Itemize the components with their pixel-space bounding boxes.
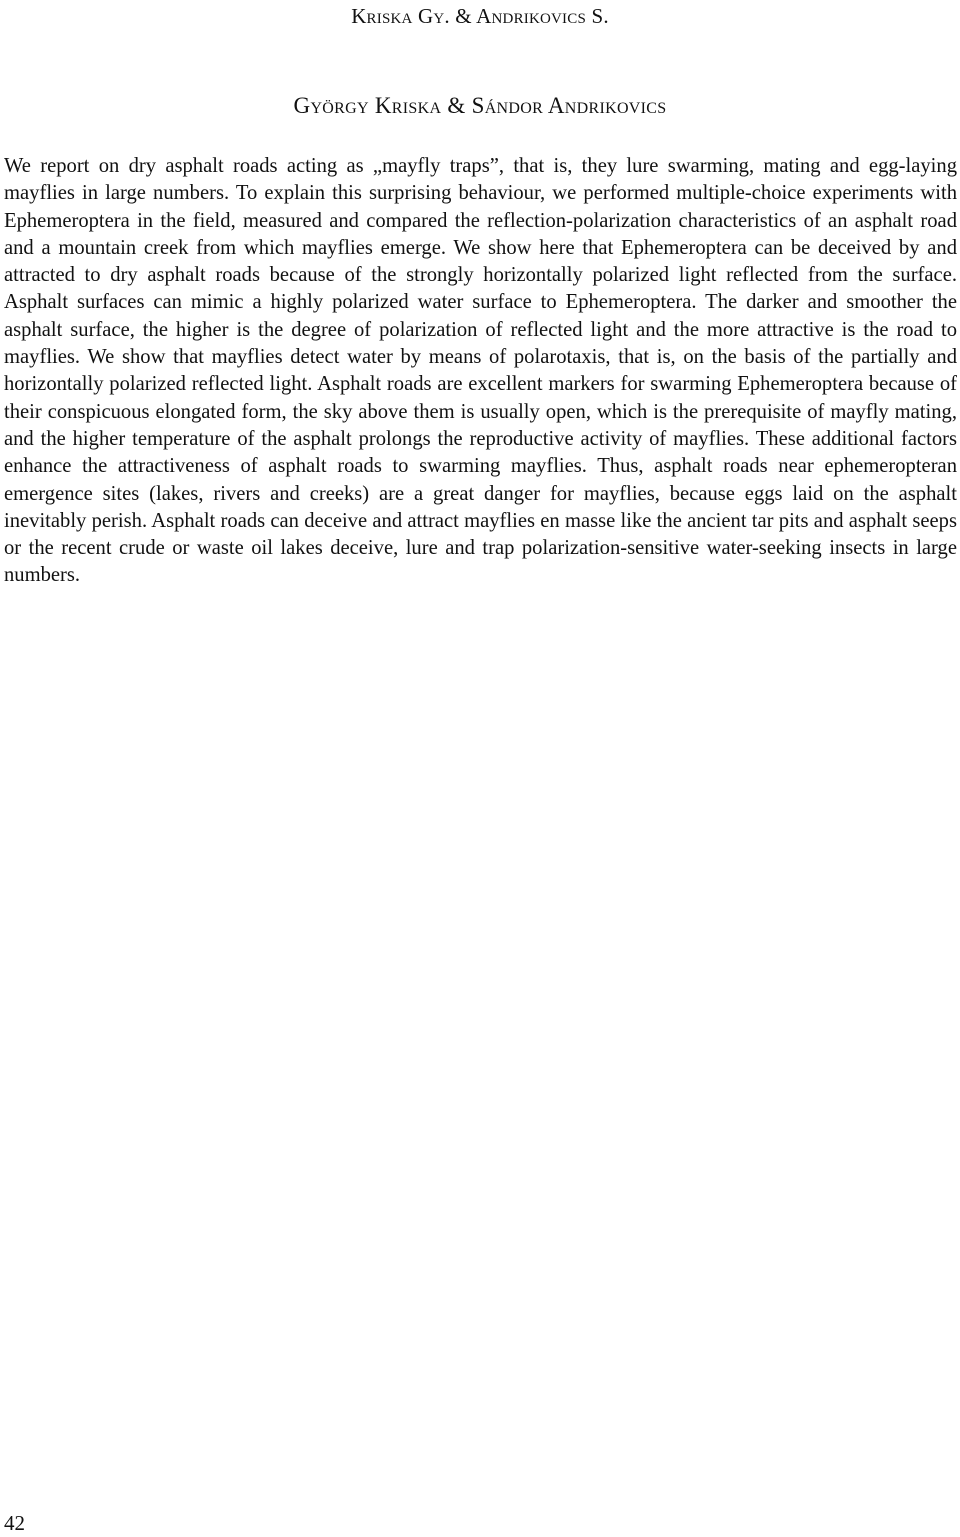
abstract-paragraph: We report on dry asphalt roads acting as „mayfly traps”, that is, they lure swarming, mating and egg-laying mayflies in large numbers. To explain this surprising behaviour, we performed multiple-choice experiments with Ephemeroptera in the field, measured and compared the reflection-polarization characteristics of an asphalt road and a mountain creek from which mayflies emerge. We show here that Ephemeroptera can be deceived by and attracted to dry asphalt roads because of the strongly horizontally polarized light reflected from the surface. Asphalt surfaces can mimic a highly polarized water surface to Ephemeroptera. The darker and smoother the asphalt surface, the higher is the degree of polarization of reflected light and the more attractive is the road to mayflies. We show that mayflies detect water by means of polarotaxis, that is, on the basis of the partially and horizontally polarized reflected light. Asphalt roads are excellent markers for swarming Ephemeroptera because of their conspicuous elongated form, the sky above them is usually open, which is the prerequisite of mayfly mating, and the higher temperature of the asphalt prolongs the reproductive activity of mayflies. These additional factors enhance the attractiveness of asphalt roads to swarming mayflies. Thus, asphalt roads near ephemeropteran emergence sites (lakes, rivers and creeks) are a great danger for mayflies, because eggs laid on the asphalt inevitably perish. Asphalt roads can deceive and attract mayflies en masse like the ancient tar pits and asphalt seeps or the recent crude or waste oil lakes deceive, lure and trap polarization-sensitive water-seeking insects in large numbers. (4, 155, 957, 587)
article-authors: György Kriska & Sándor Andrikovics (293, 93, 667, 118)
page-number: 42 (4, 1511, 25, 1535)
running-head: Kriska Gy. & Andrikovics S. (351, 4, 609, 28)
